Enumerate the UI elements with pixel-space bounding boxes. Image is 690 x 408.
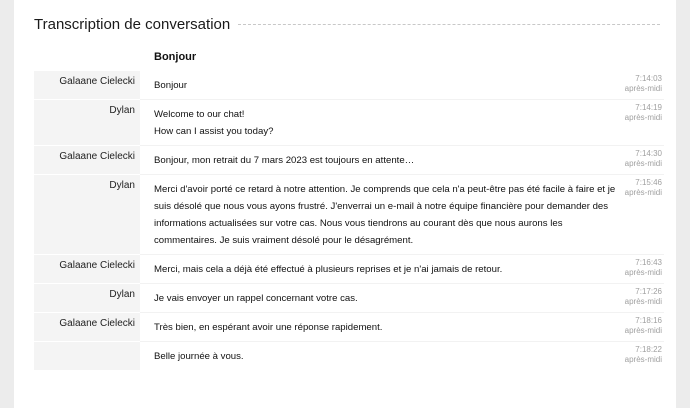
message-line: How can I assist you today? bbox=[154, 126, 274, 137]
message-row bbox=[34, 254, 664, 283]
message-text bbox=[140, 99, 585, 145]
message-sender: Galaane Cielecki bbox=[34, 254, 140, 283]
message-row bbox=[34, 341, 664, 370]
message-line: informations actualisées sur votre cas. Nous vous tiendrons au courant dès que nous aurons les bbox=[154, 218, 563, 229]
timestamp-period: après-midi bbox=[624, 84, 662, 93]
timestamp-period: après-midi bbox=[624, 297, 662, 306]
timestamp-period: après-midi bbox=[624, 113, 662, 122]
message-text bbox=[140, 71, 585, 99]
scrollbar[interactable] bbox=[676, 0, 690, 408]
timestamp-time: 7:17:26 bbox=[635, 287, 662, 296]
timestamp-time: 7:16:43 bbox=[635, 258, 662, 267]
message-timestamp bbox=[585, 99, 664, 145]
timestamp-period: après-midi bbox=[624, 355, 662, 364]
conversation-subject: Bonjour bbox=[154, 51, 197, 63]
message-line: Merci d'avoir porté ce retard à notre attention. Je comprends que cela n'a peut-être pas été facile à faire et je bbox=[154, 184, 616, 195]
timestamp-period: après-midi bbox=[624, 268, 662, 277]
message-row bbox=[34, 283, 664, 312]
message-timestamp bbox=[585, 254, 664, 283]
message-sender: Dylan bbox=[34, 99, 140, 145]
message-text bbox=[140, 283, 585, 312]
transcript-panel bbox=[14, 0, 676, 408]
message-timestamp bbox=[585, 71, 664, 99]
message-sender: Dylan bbox=[34, 283, 140, 312]
message-line: Bonjour, mon retrait du 7 mars 2023 est toujours en attente… bbox=[154, 155, 415, 166]
message-text bbox=[140, 174, 616, 254]
timestamp-period: après-midi bbox=[624, 326, 662, 335]
message-row bbox=[34, 71, 664, 99]
timestamp-time: 7:18:16 bbox=[635, 316, 662, 325]
message-line: Belle journée à vous. bbox=[154, 351, 244, 362]
message-text bbox=[140, 254, 585, 283]
message-row bbox=[34, 312, 664, 341]
message-text bbox=[140, 145, 585, 174]
message-line: Merci, mais cela a déjà été effectué à plusieurs reprises et je n'ai jamais de retour. bbox=[154, 264, 503, 275]
message-line: Welcome to our chat! bbox=[154, 109, 245, 120]
message-line: commentaires. Je suis vraiment désolé pour le désagrément. bbox=[154, 235, 414, 246]
timestamp-period: après-midi bbox=[624, 188, 662, 197]
timestamp-period: après-midi bbox=[624, 159, 662, 168]
message-row bbox=[34, 145, 664, 174]
message-row bbox=[34, 99, 664, 145]
message-line: suis désolé que nous vous ayons frustré. J'enverrai un e-mail à notre équipe financière pour demander des bbox=[154, 201, 609, 212]
message-line: Je vais envoyer un rappel concernant votre cas. bbox=[154, 293, 358, 304]
message-sender: Dylan bbox=[34, 174, 140, 254]
message-row bbox=[34, 174, 664, 254]
timestamp-time: 7:14:03 bbox=[635, 74, 662, 83]
message-timestamp bbox=[585, 283, 664, 312]
timestamp-time: 7:18:22 bbox=[635, 345, 662, 354]
message-list bbox=[34, 71, 664, 370]
message-sender: Galaane Cielecki bbox=[34, 71, 140, 99]
transcript-header bbox=[34, 14, 660, 34]
message-text bbox=[140, 341, 585, 370]
message-timestamp bbox=[585, 312, 664, 341]
message-timestamp bbox=[585, 145, 664, 174]
header-divider bbox=[238, 24, 660, 25]
page-title: Transcription de conversation bbox=[34, 15, 231, 33]
message-sender: Galaane Cielecki bbox=[34, 145, 140, 174]
message-text bbox=[140, 312, 585, 341]
timestamp-time: 7:15:46 bbox=[635, 178, 662, 187]
message-timestamp bbox=[585, 341, 664, 370]
message-line: Bonjour bbox=[154, 80, 188, 91]
message-line: Très bien, en espérant avoir une réponse rapidement. bbox=[154, 322, 383, 333]
timestamp-time: 7:14:19 bbox=[635, 103, 662, 112]
message-timestamp bbox=[585, 174, 664, 254]
message-sender: Galaane Cielecki bbox=[34, 312, 140, 341]
timestamp-time: 7:14:30 bbox=[635, 149, 662, 158]
message-sender bbox=[34, 341, 140, 370]
